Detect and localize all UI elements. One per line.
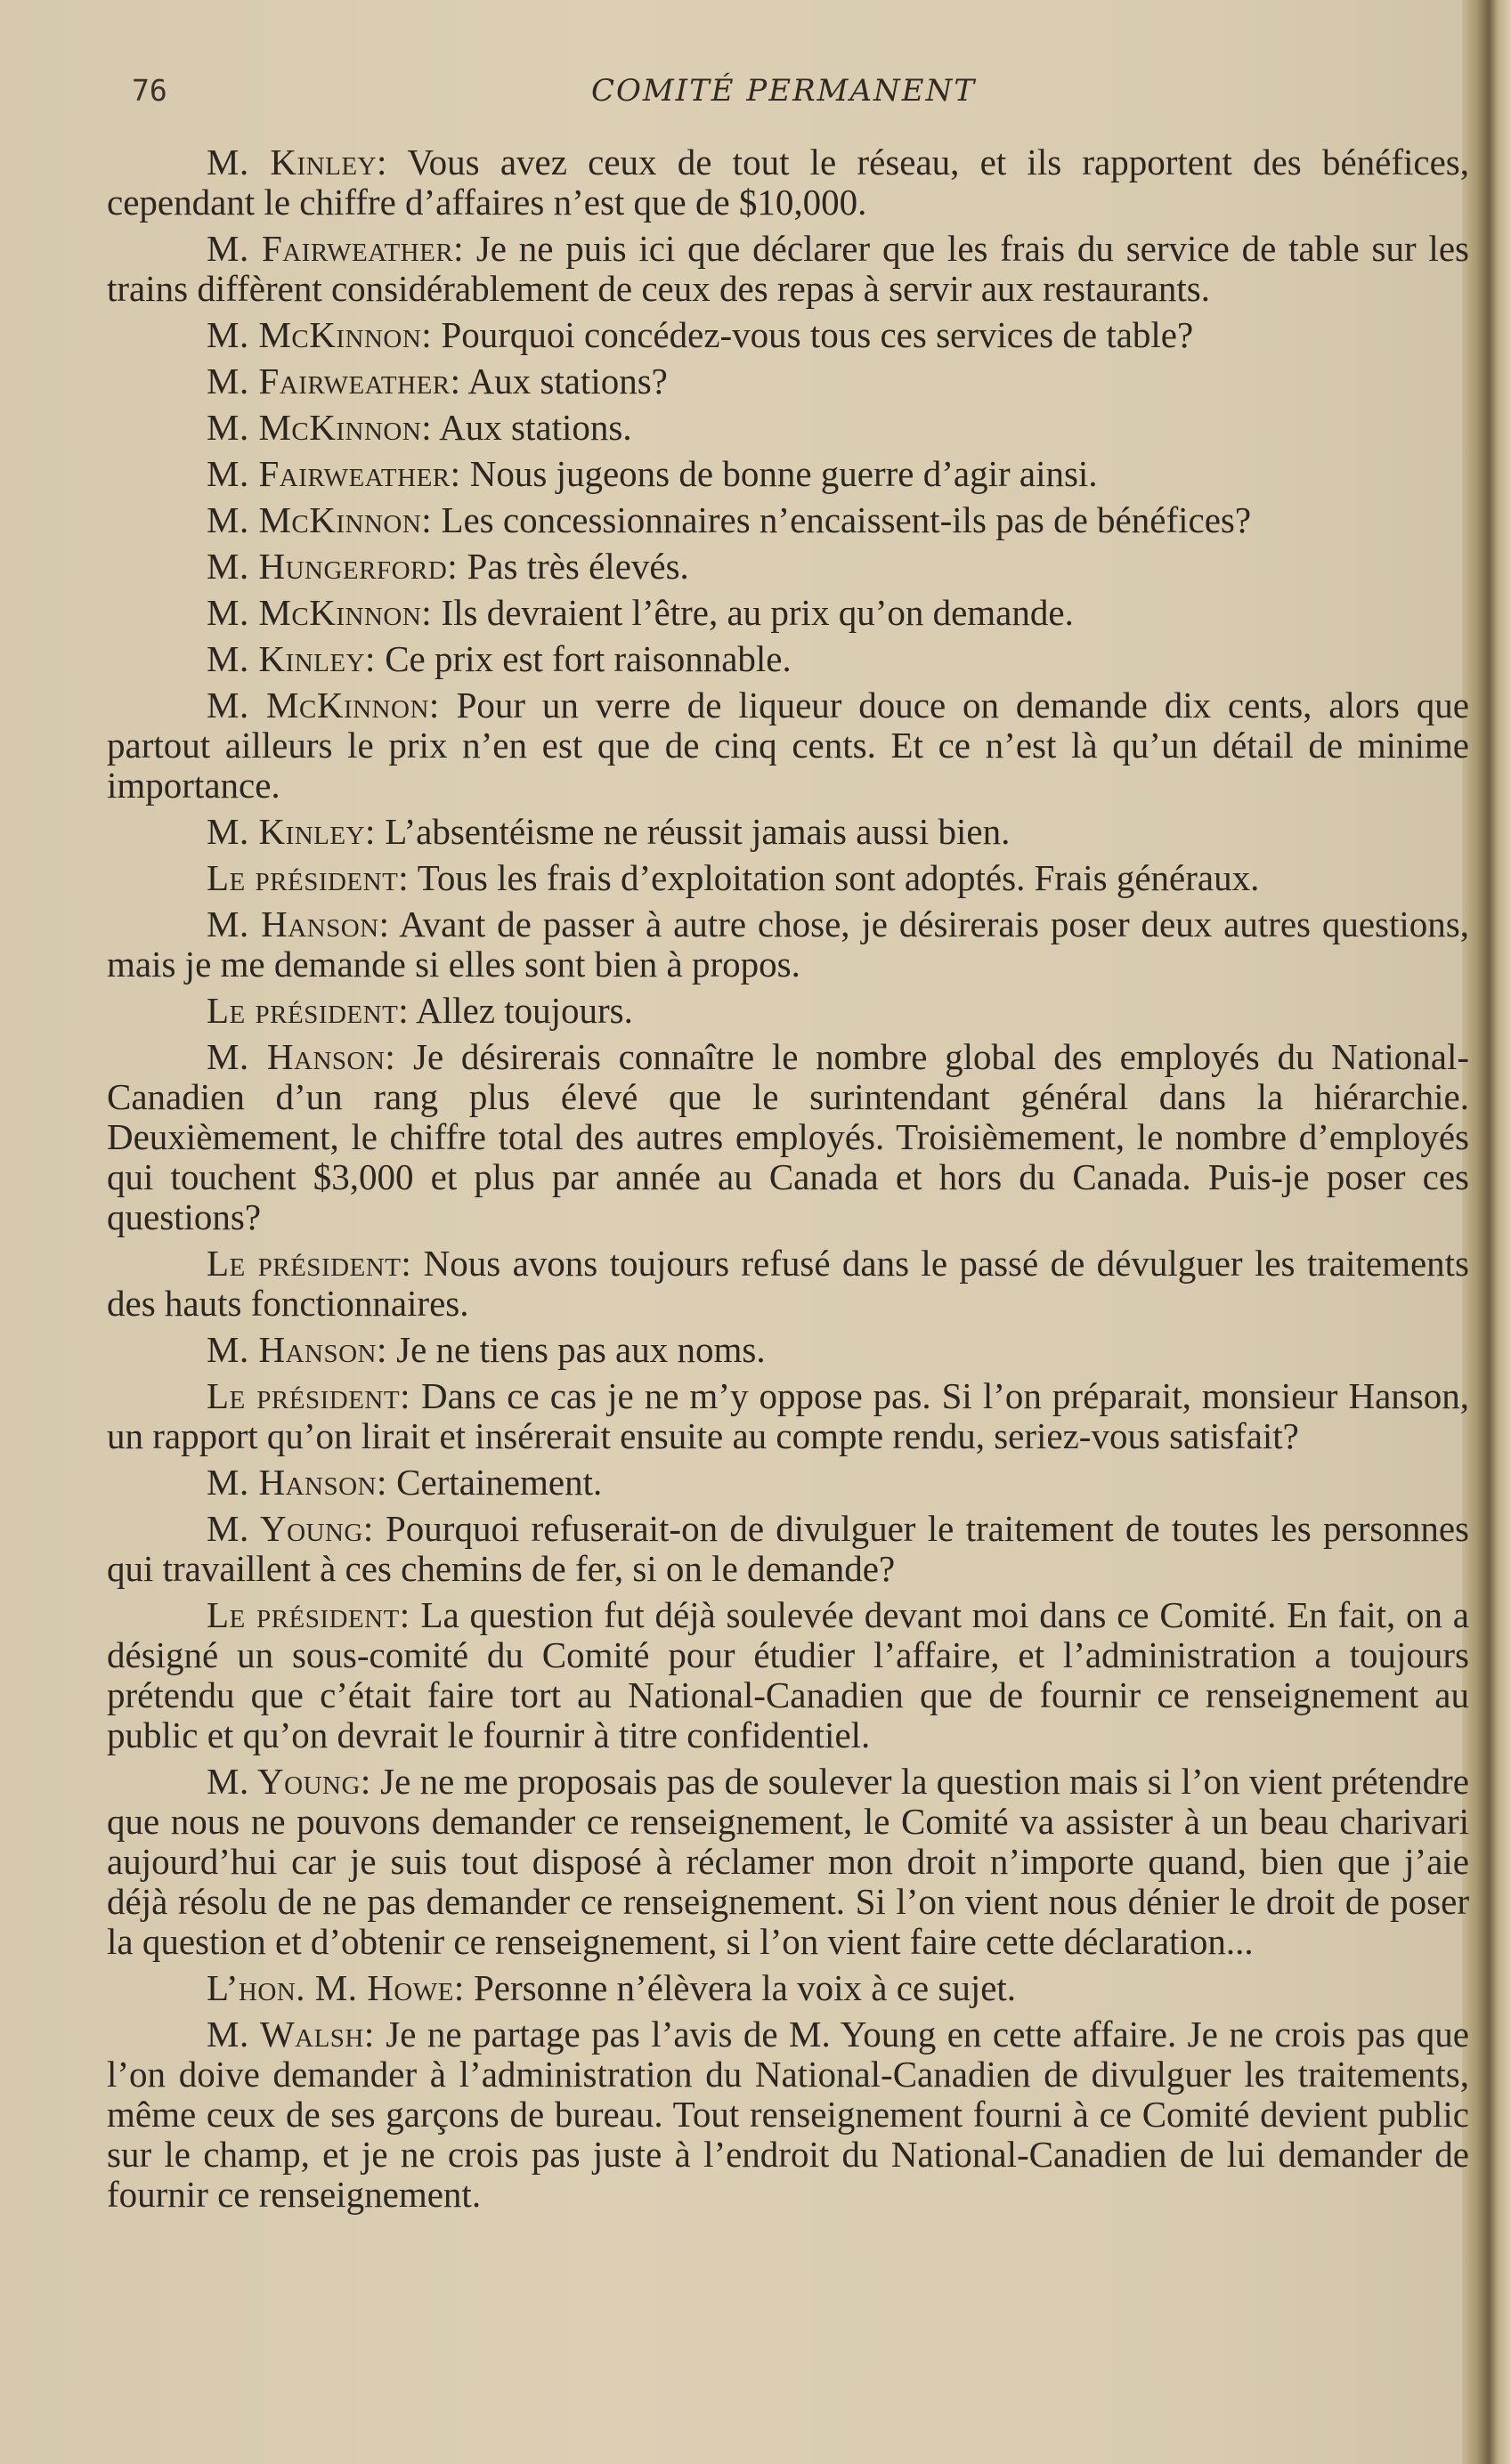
paragraph bbox=[107, 454, 1469, 494]
paragraph bbox=[107, 593, 1469, 633]
speech-text: Pour un verre de liqueur douce on demande dix cents, alors que partout ailleurs le prix n’en est que de cinq cents. Et ce n’est là qu’un détail de minime importance. bbox=[107, 685, 1469, 806]
speaker-name: M. Kinley: bbox=[207, 142, 387, 182]
speech-text: Personne n’élèvera la voix à ce sujet. bbox=[464, 1967, 1017, 2008]
speech-text: Ce prix est fort raisonnable. bbox=[375, 638, 792, 679]
paragraph bbox=[107, 1244, 1469, 1324]
speaker-name: Le président: bbox=[207, 1243, 412, 1284]
speech-text: Nous jugeons de bonne guerre d’agir ainsi. bbox=[460, 453, 1098, 494]
paragraph bbox=[107, 361, 1469, 401]
speech-text: Les concessionnaires n’encaissent-ils pas de bénéfices? bbox=[432, 499, 1252, 540]
paragraph bbox=[107, 1376, 1469, 1456]
speaker-name: L’hon. M. Howe: bbox=[207, 1967, 465, 2008]
speech-text: Je ne partage pas l’avis de M. Young en cette affaire. Je ne crois pas que l’on doive demander à l’administration du National-Canadien de divulguer les traitements, même ceux de ses garçons de bureau. Tout renseignement fourni à ce Comité devient public sur le champ, et je ne crois pas juste à l’endroit du National-Canadien de lui demander de fournir ce renseignement. bbox=[107, 2014, 1469, 2215]
speaker-name: Le président: bbox=[207, 1594, 410, 1635]
speaker-name: M. McKinnon: bbox=[207, 314, 433, 355]
speech-text: Nous avons toujours refusé dans le passé de dévulguer les traitements des hauts fonctionnaires. bbox=[107, 1243, 1470, 1324]
speech-text: Avant de passer à autre chose, je désirerais poser deux autres questions, mais je me demande si elles sont bien à propos. bbox=[107, 904, 1469, 985]
speaker-name: M. Hanson: bbox=[207, 1462, 387, 1503]
speaker-name: M. McKinnon: bbox=[207, 685, 440, 725]
paragraph bbox=[107, 408, 1469, 448]
paragraph bbox=[107, 1509, 1469, 1589]
speech-text: Je ne tiens pas aux noms. bbox=[386, 1329, 766, 1370]
speech-text: Je ne me proposais pas de soulever la question mais si l’on vient prétendre que nous ne pouvons demander ce renseignement, le Comité va assister à un beau charivari aujourd’hui car je suis tout disposé à réclamer mon droit n’importe quand, bien que j’aie déjà résolu de ne pas demander ce renseignement. Si l’on vient nous dénier le droit de poser la question et d’obtenir ce renseignement, si l’on vient faire cette déclaration... bbox=[107, 1761, 1469, 1962]
speaker-name: Le président: bbox=[207, 857, 410, 898]
paragraph bbox=[107, 1595, 1469, 1755]
speaker-name: M. Walsh: bbox=[207, 2014, 375, 2055]
speech-text: Pourquoi concédez-vous tous ces services de table? bbox=[432, 314, 1194, 355]
paragraph bbox=[107, 1037, 1469, 1237]
speech-text: Ils devraient l’être, au prix qu’on demande. bbox=[432, 592, 1074, 633]
book-gutter bbox=[1462, 0, 1511, 2464]
paragraph bbox=[107, 904, 1469, 985]
speech-text: Aux stations? bbox=[460, 361, 668, 401]
speech-text: Allez toujours. bbox=[409, 990, 633, 1031]
speaker-name: M. Kinley: bbox=[207, 638, 376, 679]
paragraph bbox=[107, 812, 1469, 852]
speech-text: Aux stations. bbox=[432, 407, 632, 448]
running-head: COMITÉ PERMANENT bbox=[590, 73, 977, 109]
speaker-name: Le président: bbox=[207, 990, 410, 1031]
speaker-name: M. Kinley: bbox=[207, 811, 376, 852]
paragraph bbox=[107, 1762, 1469, 1962]
speaker-name: M. Young: bbox=[207, 1508, 374, 1549]
paragraph bbox=[107, 639, 1469, 679]
speaker-name: M. McKinnon: bbox=[207, 407, 433, 448]
speaker-name: M. Hanson: bbox=[207, 1329, 387, 1370]
speech-text: Je désirerais connaître le nombre global des employés du National-Canadien d’un rang plus élevé que le surintendant général dans la hiérarchie. Deuxièmement, le chiffre total des autres employés. Troisièmement, le nombre d’employés qui touchent $3,000 et plus par année au Canada et hors du Canada. Puis-je poser ces questions? bbox=[107, 1036, 1469, 1237]
speech-text: Certainement. bbox=[386, 1462, 603, 1503]
speech-text: Tous les frais d’exploitation sont adoptés. Frais généraux. bbox=[409, 857, 1260, 898]
speech-text: L’absentéisme ne réussit jamais aussi bien. bbox=[375, 811, 1011, 852]
paragraph bbox=[107, 315, 1469, 355]
speech-text: Vous avez ceux de tout le réseau, et ils rapportent des bénéfices, cependant le chiffre d’affaires n’est que de $10,000. bbox=[107, 142, 1469, 223]
paragraph bbox=[107, 1463, 1469, 1503]
speaker-name: M. Young: bbox=[207, 1761, 371, 1802]
paragraph bbox=[107, 500, 1469, 540]
speech-text: Pourquoi refuserait-on de divulguer le traitement de toutes les personnes qui travaillent à ces chemins de fer, si on le demande? bbox=[107, 1508, 1469, 1589]
speaker-name: M. Fairweather: bbox=[207, 361, 461, 401]
paragraph bbox=[107, 142, 1469, 223]
paragraph bbox=[107, 2014, 1469, 2215]
speaker-name: Le président: bbox=[207, 1375, 410, 1416]
speech-text: Je ne puis ici que déclarer que les frais du service de table sur les trains diffèrent considérablement de ceux des repas à servir aux restaurants. bbox=[107, 228, 1469, 309]
speech-text: Dans ce cas je ne m’y oppose pas. Si l’on préparait, monsieur Hanson, un rapport qu’on lirait et insérerait ensuite au compte rendu, seriez-vous satisfait? bbox=[107, 1375, 1469, 1456]
paragraph bbox=[107, 1330, 1469, 1370]
page-header bbox=[125, 73, 1442, 118]
page-number: 76 bbox=[132, 73, 167, 108]
paragraph bbox=[107, 858, 1469, 898]
speaker-name: M. Hungerford: bbox=[207, 546, 459, 587]
speaker-name: M. Fairweather: bbox=[207, 453, 461, 494]
paragraph bbox=[107, 547, 1469, 587]
speech-text: Pas très élevés. bbox=[458, 546, 689, 587]
speaker-name: M. Hanson: bbox=[207, 1036, 396, 1077]
speech-text: La question fut déjà soulevée devant moi dans ce Comité. En fait, on a désigné un sous-comité du Comité pour étudier l’affaire, et l’administration a toujours prétendu que c’était faire tort au National-Canadien que de fournir ce renseignement au public et qu’on devrait le fournir à titre confidentiel. bbox=[107, 1594, 1469, 1755]
speaker-name: M. Fairweather: bbox=[207, 228, 465, 269]
speaker-name: M. McKinnon: bbox=[207, 592, 433, 633]
paragraph bbox=[107, 229, 1469, 309]
speaker-name: M. McKinnon: bbox=[207, 499, 433, 540]
paragraph bbox=[107, 685, 1469, 806]
transcript-body bbox=[107, 142, 1469, 2221]
paragraph bbox=[107, 991, 1469, 1031]
paragraph bbox=[107, 1968, 1469, 2008]
speaker-name: M. Hanson: bbox=[207, 904, 390, 944]
